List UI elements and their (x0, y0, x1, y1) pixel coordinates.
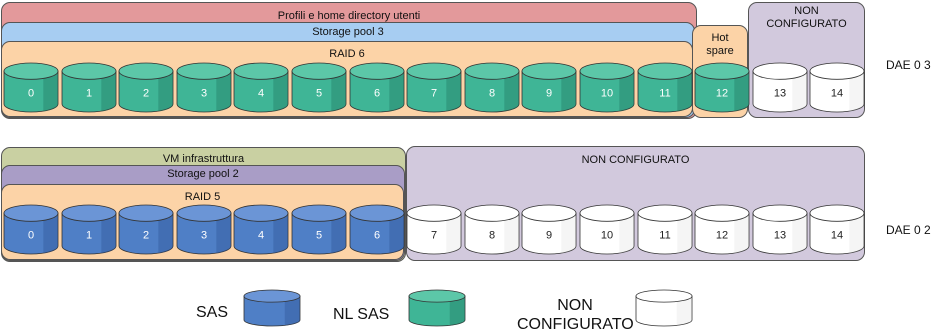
disk-number: 9 (546, 229, 553, 242)
disk-dae02-1 (61, 204, 117, 255)
disk-number: 0 (27, 87, 35, 100)
disk-number: 3 (200, 229, 207, 242)
legend-nonconf-line-1: NON (557, 297, 593, 314)
disk-number: 2 (143, 87, 150, 100)
disk-number: 0 (27, 229, 35, 242)
dae-label-03: DAE 0 3 (886, 58, 931, 72)
disk-dae02-8 (464, 204, 520, 255)
disk-number: 13 (773, 87, 786, 100)
disk-number: 1 (85, 87, 92, 100)
disk-number: 8 (488, 87, 495, 100)
disk-number: 12 (716, 229, 729, 242)
legend-nlsas-disk (408, 289, 466, 327)
legend-sas-label: SAS (196, 304, 229, 321)
band-profili-label: Profili e home directory utenti (277, 10, 421, 22)
disk-dae03-5 (291, 62, 347, 113)
disk-number: 6 (373, 87, 380, 100)
disk-dae02-7 (406, 204, 462, 255)
disk-dae02-6 (349, 204, 405, 255)
disk-number: 10 (600, 229, 614, 242)
disk-dae02-10 (579, 204, 635, 255)
nonconf-top-line-2: CONFIGURATO (766, 17, 847, 30)
disk-dae03-6 (349, 62, 405, 113)
band-vm-label: VM infrastruttura (162, 153, 245, 165)
disk-dae02-0 (3, 204, 59, 255)
disk-dae03-14 (809, 62, 865, 113)
disk-number: 2 (143, 229, 150, 242)
legend-nonconf-line-2: CONFIGURATO (517, 316, 634, 334)
disk-number: 5 (315, 87, 323, 100)
disk-number: 14 (831, 229, 844, 242)
disk-dae03-2 (118, 62, 174, 113)
disk-number: 11 (658, 229, 671, 242)
disk-number: 6 (373, 229, 380, 242)
disk-dae03-3 (176, 62, 232, 113)
disk-dae02-9 (521, 204, 577, 255)
disk-dae02-2 (118, 204, 174, 255)
disk-number: 10 (600, 87, 614, 100)
disk-dae03-10 (579, 62, 635, 113)
disk-dae03-4 (233, 62, 289, 113)
legend-sas-disk (243, 289, 301, 327)
disk-dae03-1 (61, 62, 117, 113)
legend-nonconf-disk (635, 289, 693, 327)
disk-number: 1 (85, 229, 92, 242)
disk-number: 13 (773, 229, 786, 242)
disk-dae03-0 (3, 62, 59, 113)
disk-dae02-3 (176, 204, 232, 255)
legend-nlsas-label: NL SAS (333, 306, 390, 323)
disk-dae03-9 (521, 62, 577, 113)
disk-number: 9 (546, 87, 553, 100)
disk-dae02-4 (233, 204, 289, 255)
nonconf-bottom-label: NON CONFIGURATO (581, 154, 690, 166)
disk-number: 11 (658, 87, 671, 100)
disk-dae03-12 (694, 62, 750, 113)
disk-number: 3 (200, 87, 207, 100)
disk-dae02-12 (694, 204, 750, 255)
band-storage-pool-2-label: Storage pool 2 (167, 168, 239, 180)
nonconf-top-line-1: NON (794, 5, 819, 17)
hot-spare-line-2: spare (706, 44, 734, 57)
disk-number: 7 (431, 229, 438, 242)
band-raid6-label: RAID 6 (329, 48, 365, 60)
disk-number: 8 (488, 229, 495, 242)
disk-number: 4 (258, 87, 265, 100)
disk-dae03-13 (752, 62, 808, 113)
disk-dae03-7 (406, 62, 462, 113)
band-raid5-label: RAID 5 (184, 191, 221, 203)
disk-number: 7 (431, 87, 438, 100)
disk-dae02-13 (752, 204, 808, 255)
disk-number: 14 (831, 87, 844, 100)
disk-dae03-11 (637, 62, 693, 113)
disk-number: 12 (716, 87, 729, 100)
disk-number: 4 (258, 229, 265, 242)
disk-dae02-11 (637, 204, 693, 255)
hot-spare-line-1: Hot (711, 32, 729, 44)
legend-nonconf-label (517, 296, 634, 334)
disk-dae02-14 (809, 204, 865, 255)
band-storage-pool-3-label: Storage pool 3 (312, 26, 384, 38)
disk-dae02-5 (291, 204, 347, 255)
dae-label-02: DAE 0 2 (886, 223, 931, 237)
disk-number: 5 (315, 229, 323, 242)
disk-dae03-8 (464, 62, 520, 113)
